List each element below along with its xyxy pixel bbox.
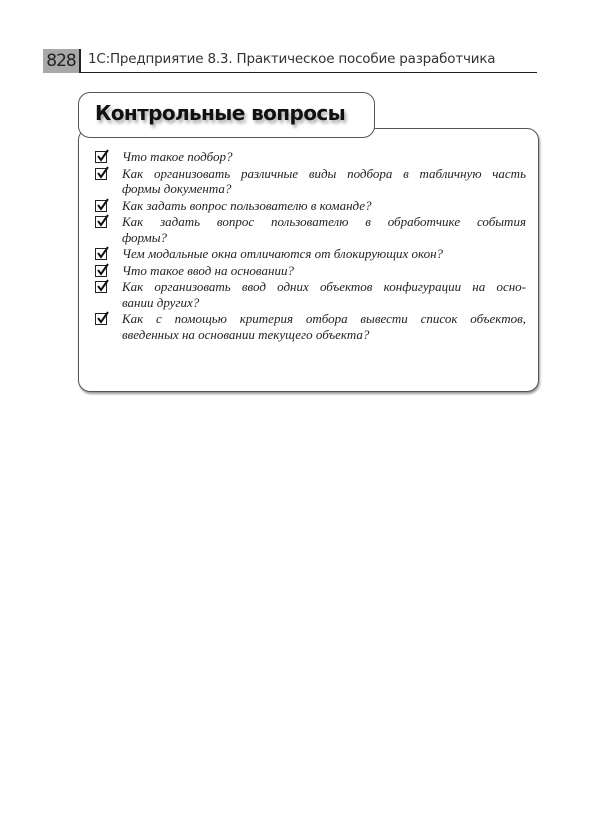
questions-list: [94, 149, 526, 343]
checkbox-checked-icon: [95, 248, 107, 260]
running-title: 1С:Предприятие 8.3. Практическое пособие разработчика: [88, 51, 496, 67]
question-text-line: формы?: [122, 229, 168, 245]
question-text-line: Как задать вопрос пользователю в обработчике события: [122, 214, 526, 229]
checkbox-checked-icon: [95, 281, 107, 293]
checkbox-checked-icon: [95, 168, 107, 180]
page-number: 828: [43, 49, 81, 73]
checkbox-checked-icon: [95, 313, 107, 325]
section-title-box: [78, 92, 375, 138]
checkbox-checked-icon: [95, 200, 107, 212]
checkbox-checked-icon: [95, 265, 107, 277]
question-text-line: Чем модальные окна отличаются от блокирующих окон?: [122, 246, 444, 261]
question-text-line: Как организовать ввод одних объектов конфигурации на осно-: [122, 279, 526, 294]
question-item: [94, 149, 526, 165]
question-item: [94, 198, 526, 214]
question-text-line: Что такое подбор?: [122, 149, 233, 164]
question-text-line: Как организовать различные виды подбора в табличную часть: [122, 165, 526, 181]
section-title: Контрольные вопросы: [95, 101, 346, 125]
checkbox-checked-icon: [95, 216, 107, 228]
question-item: [94, 311, 526, 342]
question-text-line: Что такое ввод на основании?: [122, 262, 294, 278]
question-text-line: формы документа?: [122, 181, 232, 196]
question-text-line: введенных на основании текущего объекта?: [122, 326, 370, 342]
question-text-line: Как задать вопрос пользователю в команде?: [122, 197, 372, 213]
question-text-line: вании других?: [122, 294, 200, 310]
question-item: [94, 279, 526, 310]
question-item: [94, 246, 526, 262]
checkbox-checked-icon: [95, 151, 107, 163]
question-item: [94, 166, 526, 197]
question-text-line: Как с помощью критерия отбора вывести список объектов,: [122, 311, 526, 326]
question-item: [94, 263, 526, 279]
question-item: [94, 214, 526, 245]
header-rule: [80, 72, 537, 73]
